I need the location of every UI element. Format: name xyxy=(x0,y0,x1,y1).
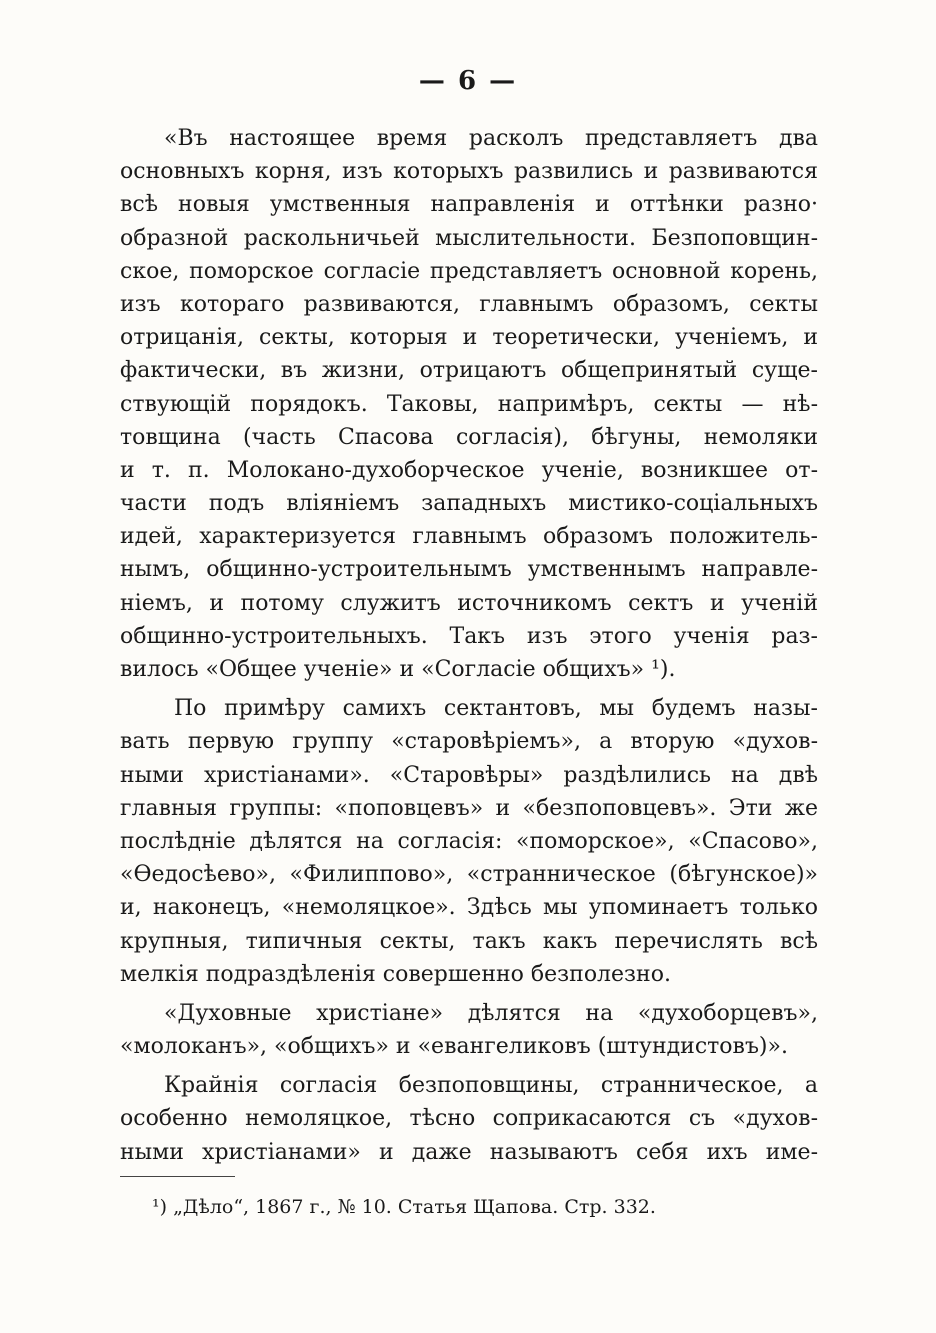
text-line: ными христіанами». «Старовѣры» раздѣлились на двѣ xyxy=(120,762,818,788)
text-line: и, наконецъ, «немоляцкое». Здѣсь мы упоминаетъ только xyxy=(120,895,818,921)
footnote-text: „Дѣло“, 1867 г., № 10. Статья Щапова. Стр. 332. xyxy=(173,1196,656,1218)
footnote xyxy=(152,1194,792,1220)
text-line: фактически, въ жизни, отрицаютъ общепринятый суще- xyxy=(120,358,818,384)
text-line: общинно-устроительныхъ. Такъ изъ этого ученія раз- xyxy=(120,623,818,649)
text-line: главныя группы: «поповцевъ» и «безпоповцевъ». Эти же xyxy=(120,795,818,821)
text-line: идей, характеризуется главнымъ образомъ положитель- xyxy=(120,524,818,550)
text-line: вать первую группу «старовѣріемъ», а вторую «духов- xyxy=(120,729,818,755)
footnote-marker: ¹) xyxy=(152,1196,168,1218)
footnote-divider xyxy=(120,1176,235,1177)
text-line: особенно немоляцкое, тѣсно соприкасаются съ «духов- xyxy=(120,1106,818,1132)
text-line: «Духовные христіане» дѣлятся на «духоборцевъ», xyxy=(164,1000,818,1026)
text-line: части подъ вліяніемъ западныхъ мистико-соціальныхъ xyxy=(120,491,818,517)
text-line: отрицанія, секты, которыя и теоретически, ученіемъ, и xyxy=(120,325,818,351)
text-line: вилось «Общее ученіе» и «Согласіе общихъ» ¹). xyxy=(120,657,676,682)
text-line: основныхъ корня, изъ которыхъ развились и развиваются xyxy=(120,159,818,185)
text-line: «Въ настоящее время расколъ представляетъ два xyxy=(164,126,818,151)
text-line: ными христіанами» и даже называютъ себя ихъ име- xyxy=(120,1139,818,1165)
text-line: «молоканъ», «общихъ» и «евангеликовъ (штундистовъ)». xyxy=(120,1034,788,1060)
text-line: товщина (часть Спасова согласія), бѣгуны, немоляки xyxy=(120,424,818,450)
text-line: «Ѳедосѣево», «Филиппово», «странническое (бѣгунское)» xyxy=(120,862,818,888)
text-line: ствующій порядокъ. Таковы, напримѣръ, секты — нѣ- xyxy=(120,391,818,417)
page-number: — 6 — xyxy=(418,66,518,96)
text-line: ніемъ, и потому служитъ источникомъ сектъ и ученій xyxy=(120,590,818,616)
text-line: мелкія подраздѣленія совершенно безполезно. xyxy=(120,961,671,987)
text-line: Крайнія согласія безпоповщины, странническое, а xyxy=(164,1073,818,1099)
text-line: По примѣру самихъ сектантовъ, мы будемъ назы- xyxy=(174,696,818,722)
text-line: крупныя, типичныя секты, такъ какъ перечислять всѣ xyxy=(120,928,818,954)
main-text xyxy=(120,122,818,1169)
text-line: образной раскольничьей мыслительности. Безпоповщин- xyxy=(120,225,818,251)
text-line: нымъ, общинно-устроительнымъ умственнымъ направле- xyxy=(120,557,818,583)
text-line: и т. п. Молокано-духоборческое ученіе, возникшее от- xyxy=(120,457,818,483)
text-line: изъ котораго развиваются, главнымъ образомъ, секты xyxy=(120,291,818,317)
text-line: всѣ новыя умственныя направленія и оттѣнки разно· xyxy=(120,192,818,218)
text-line: послѣдніе дѣлятся на согласія: «поморское», «Спасово», xyxy=(120,828,818,854)
text-line: ское, поморское согласіе представляетъ основной корень, xyxy=(120,258,818,284)
